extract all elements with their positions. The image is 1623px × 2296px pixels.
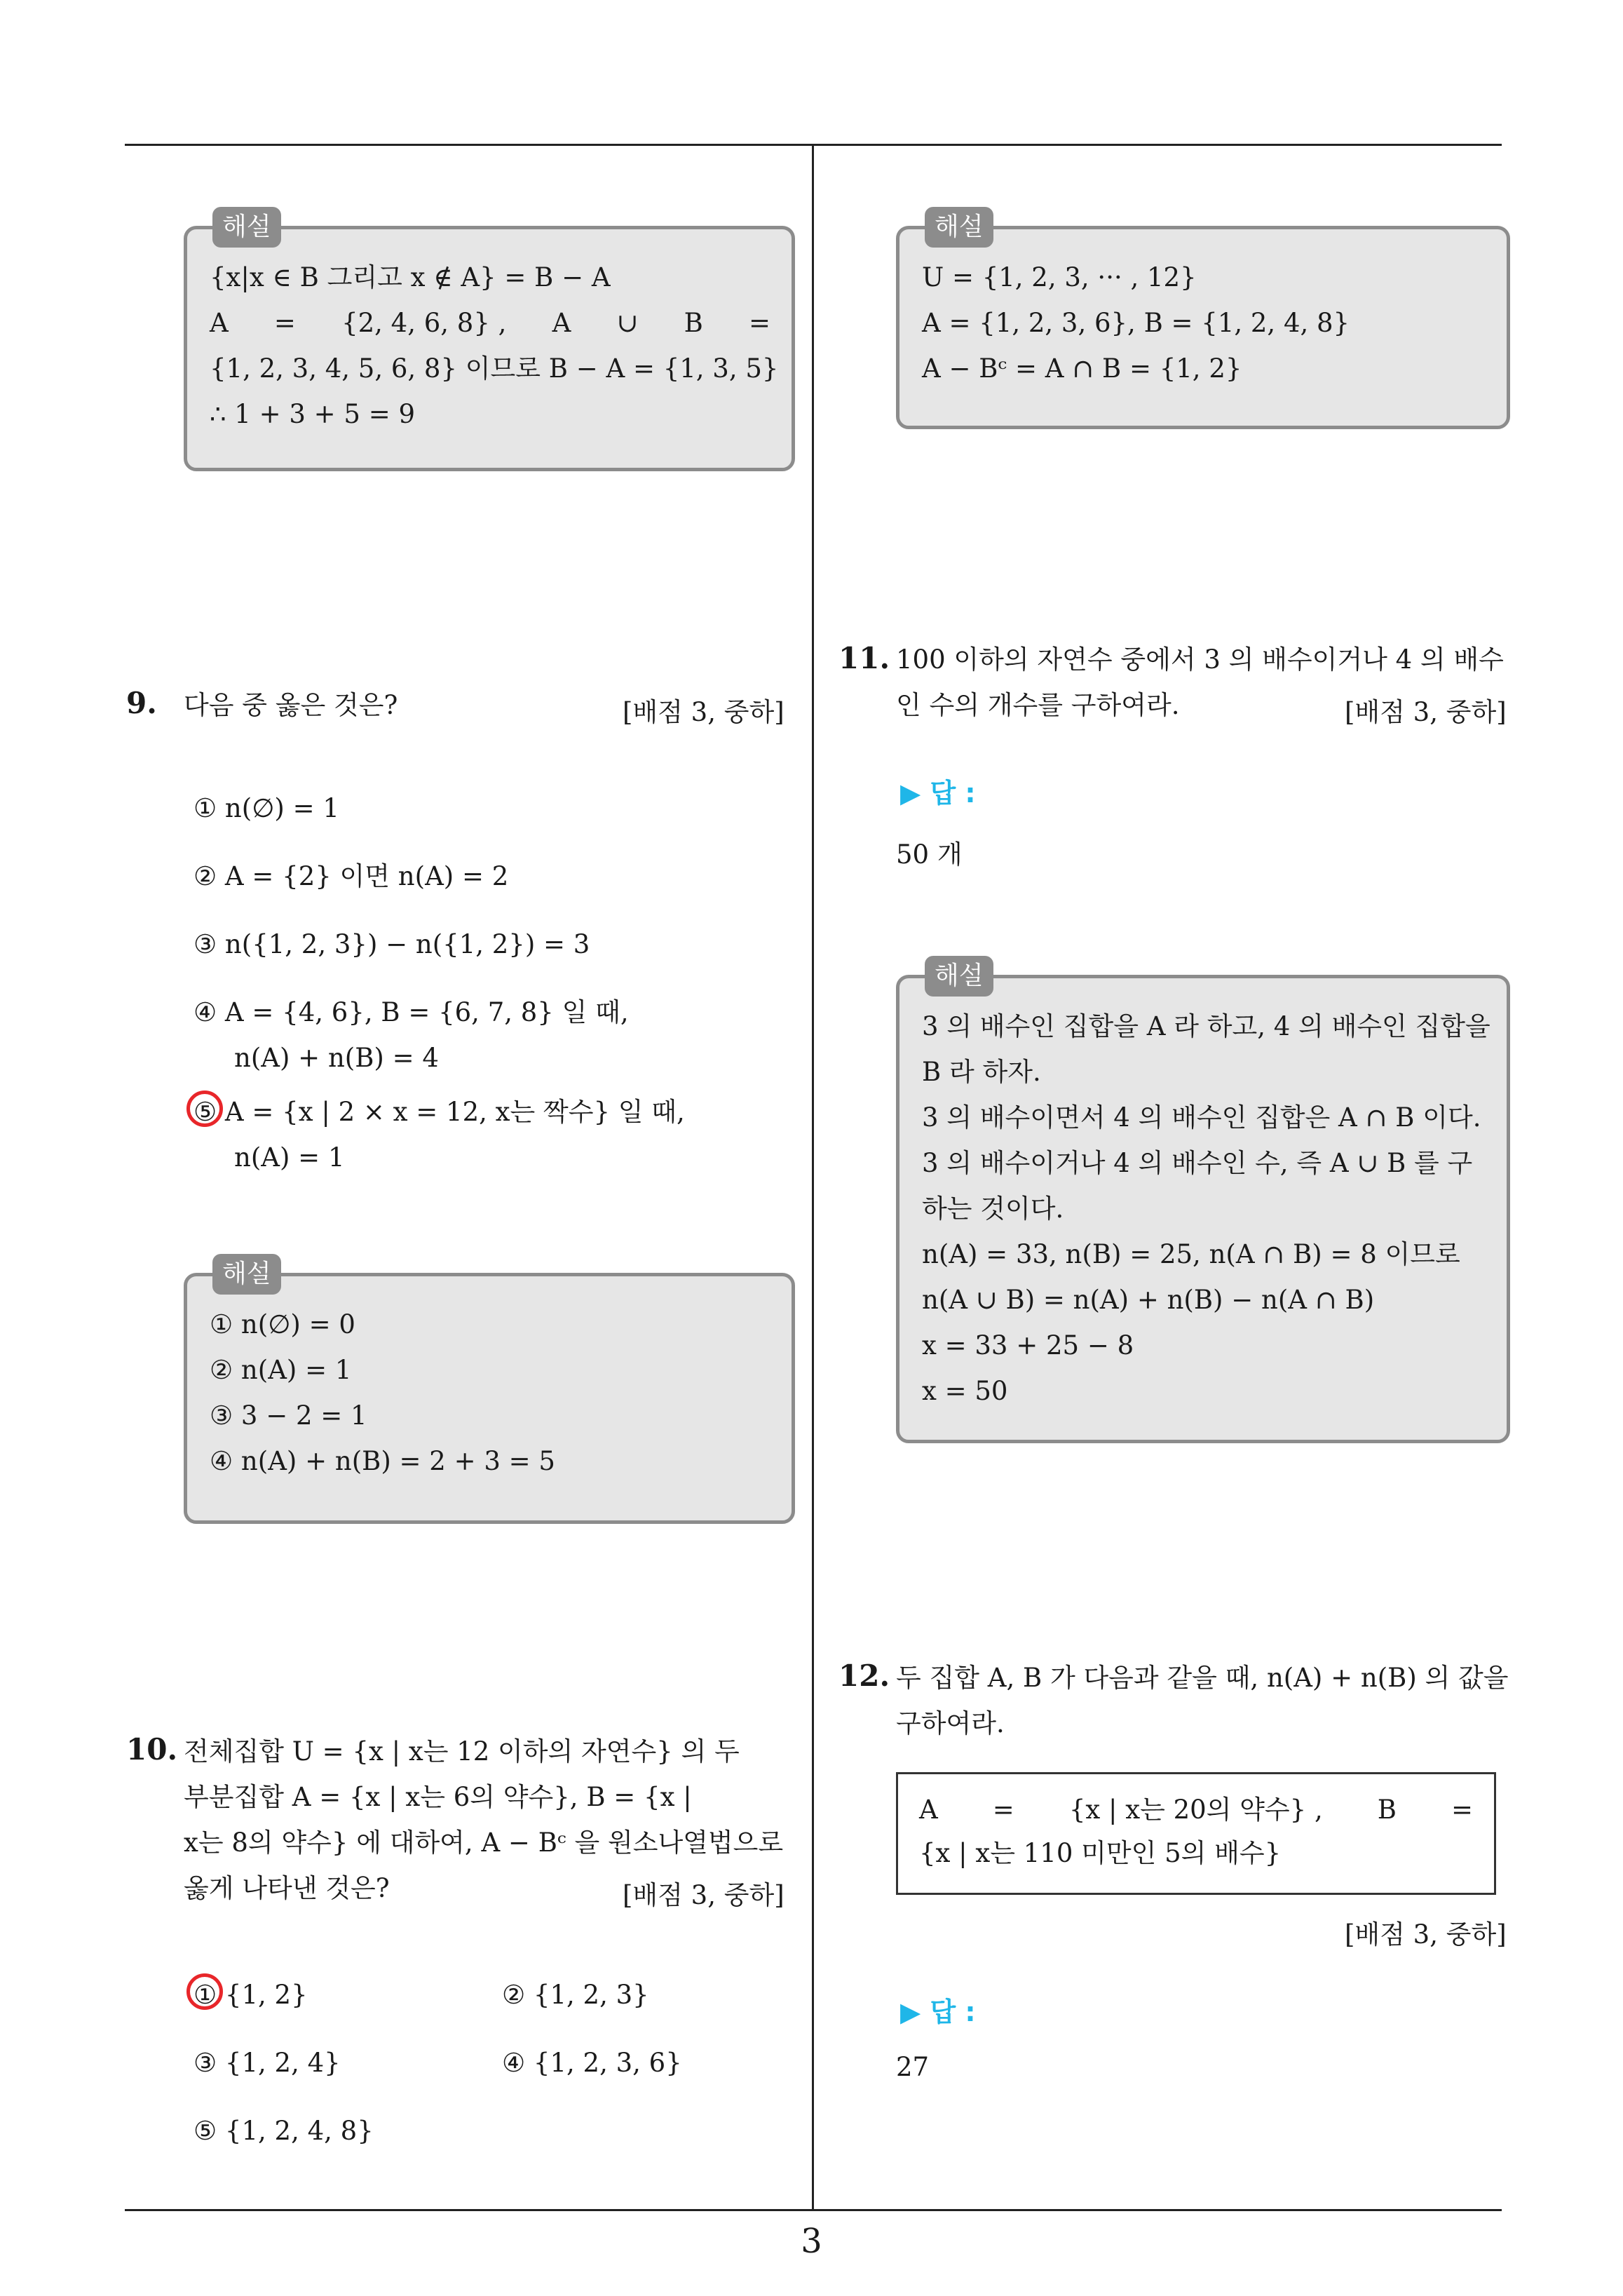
question-text: 두 집합 A, B 가 다음과 같을 때, n(A) + n(B) 의 값을 구하여라. (896, 1663, 1509, 1738)
solution-line: A − Bᶜ = A ∩ B = {1, 2} (922, 353, 1242, 384)
given-sets-box (896, 1772, 1496, 1895)
solution-line: ③ 3 − 2 = 1 (210, 1400, 367, 1431)
solution-label: 해설 (212, 1254, 281, 1295)
given-line: {x | x는 110 미만인 5의 배수} (919, 1838, 1282, 1868)
solution-line: {1, 2, 3, 4, 5, 6, 8} 이므로 B − A = {1, 3, 5} (210, 353, 779, 384)
answer-value[interactable]: 50 개 (896, 839, 963, 870)
choice-5-continued: n(A) = 1 (234, 1142, 345, 1173)
choice-1[interactable]: ① n(∅) = 1 (193, 793, 339, 823)
question-text: 다음 중 옳은 것은? (184, 690, 398, 720)
choice-5[interactable]: ⑤ A = {x | 2 × x = 12, x는 짝수} 일 때, (193, 1097, 685, 1127)
choice-4[interactable]: ④ A = {4, 6}, B = {6, 7, 8} 일 때, (193, 997, 629, 1027)
solution-line: A = {2, 4, 6, 8} , A ∪ B = (210, 308, 770, 338)
question-number: 10. (126, 1732, 178, 1767)
question-points: [배점 3, 중하] (1345, 697, 1507, 727)
choice-3[interactable]: ③ n({1, 2, 3}) − n({1, 2}) = 3 (193, 929, 590, 959)
solution-box-q11 (896, 961, 1510, 1443)
solution-line: ∴ 1 + 3 + 5 = 9 (210, 399, 416, 429)
choice-1[interactable]: ① {1, 2} (193, 1980, 308, 2010)
column-divider (812, 144, 814, 2211)
bottom-rule (125, 2209, 1502, 2211)
choice-5[interactable]: ⑤ {1, 2, 4, 8} (193, 2116, 374, 2146)
solution-line: U = {1, 2, 3, ··· , 12} (922, 262, 1197, 292)
solution-line: n(A) = 33, n(B) = 25, n(A ∩ B) = 8 이므로 (922, 1239, 1460, 1269)
solution-line: 하는 것이다. (922, 1194, 1064, 1224)
solution-line: 3 의 배수이면서 4 의 배수인 집합은 A ∩ B 이다. (922, 1102, 1481, 1133)
choice-3[interactable]: ③ {1, 2, 4} (193, 2048, 341, 2078)
answer-label: ▶ 답 : (900, 778, 976, 809)
solution-label: 해설 (212, 207, 281, 248)
solution-line: B 라 하자. (922, 1057, 1041, 1087)
question-points: [배점 3, 중하] (623, 697, 785, 727)
given-line: A = {x | x는 20의 약수} , B = (919, 1795, 1473, 1825)
solution-box-q8 (184, 212, 795, 471)
choice-2[interactable]: ② A = {2} 이면 n(A) = 2 (193, 861, 509, 891)
solution-line: 3 의 배수인 집합을 A 라 하고, 4 의 배수인 집합을 (922, 1011, 1490, 1041)
choice-4-continued: n(A) + n(B) = 4 (234, 1043, 439, 1073)
answer-value[interactable]: 27 (896, 2052, 930, 2082)
question-points: [배점 3, 중하] (1345, 1919, 1507, 1950)
choice-2[interactable]: ② {1, 2, 3} (502, 1980, 649, 2010)
question-text: 전체집합 U = {x | x는 12 이하의 자연수} 의 두 부분집합 A = {x | x는 6의 약수}, B = {x | x는 8의 약수} 에 대하여, A − Bᶜ 을 원소나열법으로 옳게 나타낸 것은? (184, 1736, 784, 1903)
solution-line: ④ n(A) + n(B) = 2 + 3 = 5 (210, 1446, 555, 1476)
question-number: 11. (838, 641, 890, 675)
solution-line: x = 50 (922, 1376, 1008, 1406)
solution-line: A = {1, 2, 3, 6}, B = {1, 2, 4, 8} (922, 308, 1350, 338)
solution-line: {x|x ∈ B 그리고 x ∉ A} = B − A (210, 262, 611, 292)
page-number: 3 (801, 2222, 822, 2261)
solution-box-q9 (184, 1260, 795, 1524)
question-number: 9. (126, 686, 157, 720)
question-number: 12. (838, 1659, 890, 1693)
solution-box-q10 (896, 212, 1510, 429)
solution-line: x = 33 + 25 − 8 (922, 1330, 1134, 1360)
question-points: [배점 3, 중하] (623, 1880, 785, 1910)
solution-line: ② n(A) = 1 (210, 1355, 352, 1385)
solution-label: 해설 (925, 956, 993, 997)
question-text: 100 이하의 자연수 중에서 3 의 배수이거나 4 의 배수 인 수의 개수를 구하여라. (896, 644, 1504, 720)
choice-4[interactable]: ④ {1, 2, 3, 6} (502, 2048, 682, 2078)
answer-label: ▶ 답 : (900, 1997, 976, 2027)
solution-line: n(A ∪ B) = n(A) + n(B) − n(A ∩ B) (922, 1285, 1375, 1315)
solution-line: 3 의 배수이거나 4 의 배수인 수, 즉 A ∪ B 를 구 (922, 1148, 1473, 1178)
solution-line: ① n(∅) = 0 (210, 1309, 355, 1339)
solution-label: 해설 (925, 207, 993, 248)
